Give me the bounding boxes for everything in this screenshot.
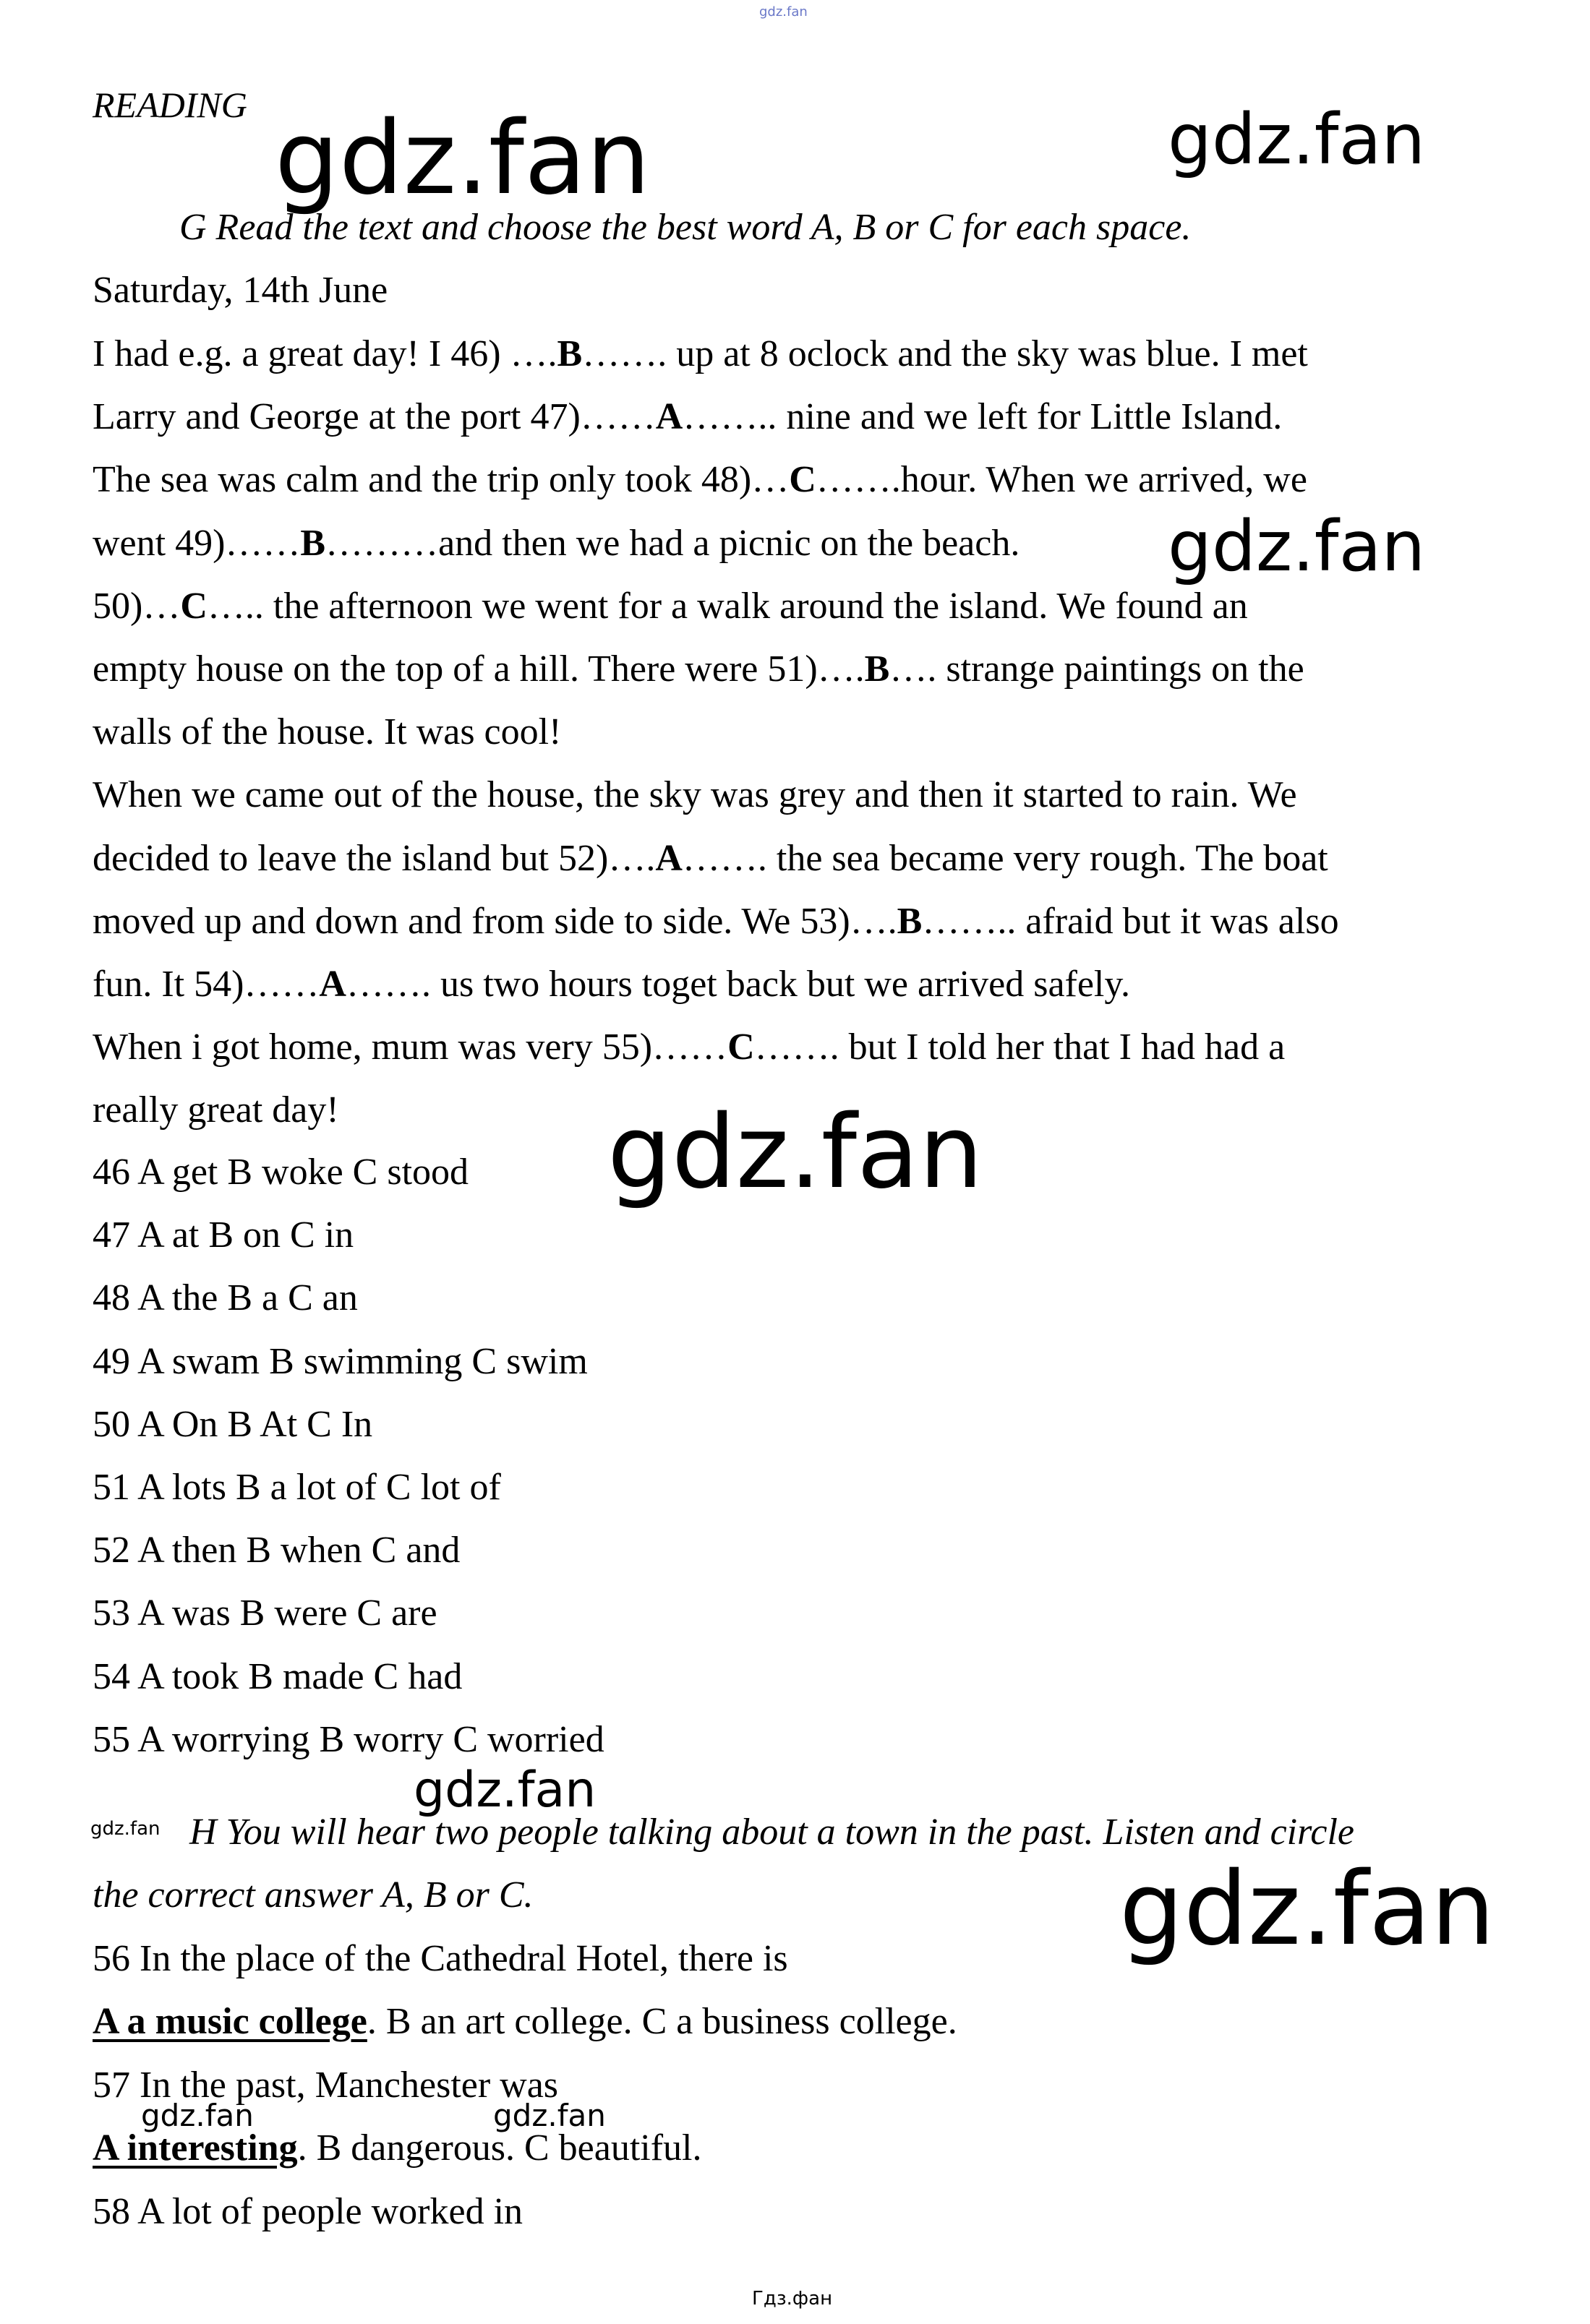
footer-watermark: Гдз.фан bbox=[752, 2288, 833, 2310]
option-line: 49 A swam B swimming C swim bbox=[93, 1340, 588, 1382]
chosen-answer: C bbox=[180, 585, 208, 627]
story-text-run: …. strange paintings on the bbox=[889, 648, 1304, 690]
story-text-run: went 49)…… bbox=[93, 522, 301, 564]
answer-56-line bbox=[93, 2000, 957, 2044]
story-text-run: 50)… bbox=[93, 585, 181, 627]
option-line: 46 A get B woke C stood bbox=[93, 1152, 469, 1193]
story-line bbox=[93, 395, 1282, 439]
story-text-run: really great day! bbox=[93, 1089, 339, 1131]
story-text-run: …….hour. When we arrived, we bbox=[816, 459, 1307, 501]
answer-57-line bbox=[93, 2127, 702, 2170]
story-text-run: ………and then we had a picnic on the beach. bbox=[325, 522, 1020, 564]
story-text-run: ….. the afternoon we went for a walk around the island. We found an bbox=[207, 585, 1248, 627]
story-text-run: moved up and down and from side to side. We 53)…. bbox=[93, 900, 897, 942]
option-line: 55 A worrying B worry C worried bbox=[93, 1718, 604, 1760]
story-text-run: ……. but I told her that I had had a bbox=[754, 1026, 1286, 1068]
watermark: gdz.fan bbox=[493, 2098, 606, 2133]
story-line bbox=[93, 1089, 339, 1132]
answer-56-selected: A a music college bbox=[93, 2001, 367, 2042]
story-text-run: When i got home, mum was very 55)…… bbox=[93, 1026, 728, 1068]
option-line: 54 A took B made C had bbox=[93, 1655, 463, 1697]
option-line: 51 A lots B a lot of C lot of bbox=[93, 1467, 501, 1508]
story-line bbox=[93, 963, 1130, 1006]
story-text-run: Larry and George at the port 47)…… bbox=[93, 396, 656, 438]
story-text-run: ……. us two hours toget back but we arrived safely. bbox=[346, 964, 1130, 1005]
chosen-answer: A bbox=[655, 837, 683, 879]
watermark: gdz.fan bbox=[414, 1762, 597, 1819]
option-line: 50 A On B At C In bbox=[93, 1403, 373, 1445]
answer-57-others: . B dangerous. C beautiful. bbox=[297, 2127, 702, 2169]
story-text-run: fun. It 54)…… bbox=[93, 964, 320, 1005]
story-text-run: When we came out of the house, the sky was grey and then it started to rain. We bbox=[93, 774, 1297, 816]
answer-57-selected: A interesting bbox=[93, 2127, 298, 2169]
chosen-answer: C bbox=[727, 1026, 755, 1068]
story-line bbox=[93, 711, 561, 754]
option-line: 53 A was B were C are bbox=[93, 1592, 437, 1634]
story-line bbox=[93, 773, 1297, 817]
chosen-answer: B bbox=[300, 522, 326, 564]
question-57: 57 In the past, Manchester was bbox=[93, 2064, 559, 2106]
chosen-answer: B bbox=[557, 333, 583, 374]
story-text-run: ……. up at 8 oclock and the sky was blue. I met bbox=[582, 333, 1308, 374]
answer-56-others: . B an art college. C a business college. bbox=[367, 2001, 957, 2042]
task-g-instruction: G Read the text and choose the best word A, B or C for each space. bbox=[179, 207, 1192, 248]
question-58: 58 A lot of people worked in bbox=[93, 2191, 523, 2232]
story-text-run: …….. afraid but it was also bbox=[922, 900, 1339, 942]
watermark: gdz.fan bbox=[275, 100, 651, 218]
watermark-top: gdz.fan bbox=[759, 4, 808, 20]
story-line bbox=[93, 1026, 1285, 1069]
story-text-run: ……. the sea became very rough. The boat bbox=[682, 837, 1328, 879]
story-text-run: walls of the house. It was cool! bbox=[93, 711, 562, 753]
watermark: gdz.fan bbox=[1168, 99, 1426, 180]
story-line bbox=[93, 458, 1307, 502]
story-line bbox=[93, 585, 1248, 628]
watermark: gdz.fan bbox=[90, 1818, 161, 1840]
task-h-instruction-line2: the correct answer A, B or C. bbox=[93, 1874, 534, 1916]
story-line bbox=[93, 522, 1020, 565]
chosen-answer: C bbox=[789, 459, 816, 501]
task-h-instruction-line1: H You will hear two people talking about a town in the past. Listen and circle bbox=[189, 1811, 1355, 1853]
story-text-run: decided to leave the island but 52)…. bbox=[93, 837, 656, 879]
watermark: gdz.fan bbox=[1168, 506, 1426, 587]
option-line: 52 A then B when C and bbox=[93, 1530, 461, 1572]
question-56: 56 In the place of the Cathedral Hotel, there is bbox=[93, 1938, 788, 1979]
watermark: gdz.fan bbox=[607, 1094, 983, 1212]
section-heading: READING bbox=[93, 85, 247, 125]
watermark: gdz.fan bbox=[1119, 1851, 1495, 1968]
story-text-run: I had e.g. a great day! I 46) …. bbox=[93, 333, 557, 374]
option-line: 47 A at B on C in bbox=[93, 1214, 354, 1256]
story-line bbox=[93, 837, 1328, 880]
story-text-run: empty house on the top of a hill. There were 51)…. bbox=[93, 648, 865, 690]
chosen-answer: B bbox=[864, 648, 890, 690]
chosen-answer: B bbox=[897, 900, 923, 942]
option-line: 48 A the B a C an bbox=[93, 1277, 358, 1319]
story-line bbox=[93, 333, 1308, 376]
story-line bbox=[93, 648, 1304, 691]
watermark: gdz.fan bbox=[141, 2098, 254, 2133]
story-line bbox=[93, 900, 1339, 943]
diary-date: Saturday, 14th June bbox=[93, 270, 388, 311]
chosen-answer: A bbox=[319, 964, 346, 1005]
story-text-run: The sea was calm and the trip only took 48)… bbox=[93, 459, 790, 501]
story-text-run: …….. nine and we left for Little Island. bbox=[683, 396, 1283, 438]
chosen-answer: A bbox=[655, 396, 683, 438]
